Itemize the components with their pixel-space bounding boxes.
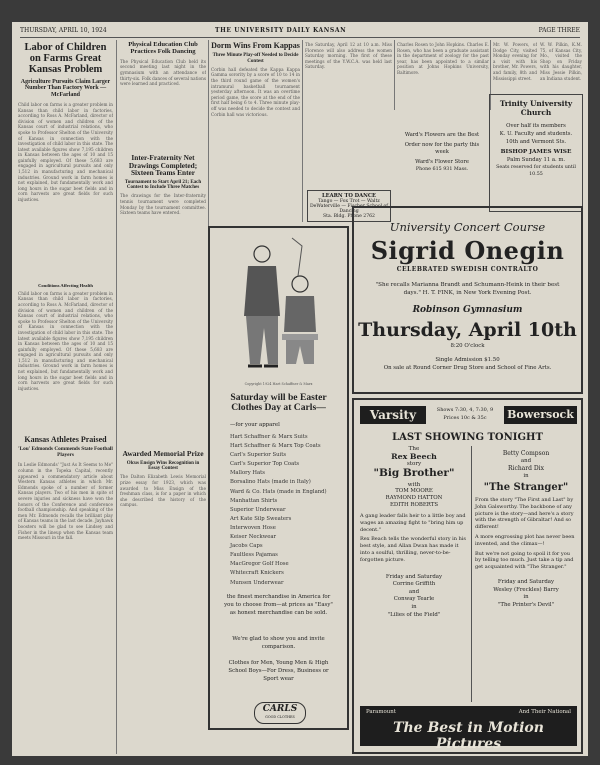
cast-member: Richard Dix xyxy=(508,465,544,472)
article-powers xyxy=(493,42,537,86)
coming-label: Friday and Saturday xyxy=(385,573,443,580)
church-line: K. U. Faculty and students. xyxy=(499,131,573,137)
list-item: Ward & Co. Hats (made in England) xyxy=(230,488,327,495)
article-body: Mr. W. Powers, of Dodge City, visited Monday evening for a visit with his brother, Mr. Powers, and family, 8th and Mississippi street. xyxy=(493,42,537,81)
subheadline: 'Lou' Edmonds Commends State Football Players xyxy=(18,446,113,458)
church-ad xyxy=(489,94,583,212)
carls-logo-text: CARLS xyxy=(262,704,298,714)
headline: Labor of Children on Farms Great Kansas Problem xyxy=(24,42,107,76)
listing-divider xyxy=(471,446,472,702)
article-ywca xyxy=(305,42,392,165)
list-item: Borsalino Hats (made in Italy) xyxy=(230,479,311,486)
concert-artist: Sigrid Onegin xyxy=(370,236,565,265)
subheadline: Three Minute Play-off Needed to Decide Contest xyxy=(212,53,299,64)
listing-story: story xyxy=(406,461,422,467)
listing-title: "Big Brother" xyxy=(373,467,455,479)
list-item: Interwoven Hose xyxy=(230,524,276,531)
list-item: Manhattan Shirts xyxy=(230,497,278,504)
article-body: Child labor on farms is a greater problem in Kansas than child labor in factories, according to Ross A. McFarland, director of division of women and children of the Kansas court of industrial relations, who spoke to Professor Shelton of the University of Kansas in connection with the investigation of child labor in this state. The latest available figures show 7,195 children in Kansas between the ages of 10 and 15 gainfully employed. Of these 5,683 are engaged in agricultural pursuits and only 1,512 in manufacturing and mechanical industries. Ground work in farm homes is not explained, but fundamentally work and long hours in the sugar beet fields and in corn harvests are great fields for such injustices. xyxy=(18,101,113,203)
column-rule xyxy=(302,40,303,222)
list-item: Mallory Hats xyxy=(230,470,265,477)
coming-label: Friday and Saturday xyxy=(497,578,555,585)
list-item: Faultless Pajamas xyxy=(230,552,278,559)
dance-ad-title: LEARN TO DANCE xyxy=(321,193,377,199)
listing-title: "The Stranger" xyxy=(483,482,569,493)
coming-in: in xyxy=(411,603,417,610)
listing-with: with xyxy=(407,482,421,488)
coming-star: Corrine Griffith xyxy=(392,581,436,588)
masthead-title: THE UNIVERSITY DAILY KANSAN xyxy=(215,27,347,34)
article-tennis xyxy=(120,154,206,388)
article-dorm-wins xyxy=(211,42,300,207)
concert-ad xyxy=(352,206,583,394)
list-item: Whitecraft Knickers xyxy=(230,570,284,577)
ward-ad-line: Order now for the party this week xyxy=(404,142,480,155)
dance-ad-phone: Sta. Bldg. Phone 2762 xyxy=(323,214,375,219)
article-child-labor xyxy=(18,42,113,419)
list-item: Jacobs Caps xyxy=(230,543,263,550)
list-item: Hart Schaffner & Marx Suits xyxy=(230,434,308,440)
ward-flowers-ad xyxy=(398,132,486,173)
listing-and: and xyxy=(520,458,532,464)
ward-ad-line: Ward's Flowers are the Best xyxy=(404,132,480,138)
coming-star: Conway Tearle xyxy=(393,596,435,603)
masthead-date: THURSDAY, APRIL 10, 1924 xyxy=(20,27,107,34)
ward-ad-phone: Phone 615 931 Mass. xyxy=(415,167,469,172)
church-address: 10th and Vermont Sts. xyxy=(505,139,567,145)
headline: Physical Education Club Practices Folk Dancing xyxy=(128,41,198,55)
banner-slogan: The Best in Motion Pictures xyxy=(393,720,544,752)
carls-clothes: Clothes for Men, Young Men & High School Boys—For Dress, Business or Sport wear xyxy=(228,660,329,682)
article-body: The Dalton Elizabeth Lewis Memorial prize essay for 1923, which was awarded to Miss Ensign of the freshman class, is for a paper in which she described the history of the campus. xyxy=(120,474,206,508)
list-item: Munsen Underwear xyxy=(230,579,284,586)
varsity-prices: Prices 10c & 35c xyxy=(443,415,487,421)
carls-headline: Saturday will be Easter Clothes Day at Carls— xyxy=(230,392,327,414)
article-body: W. W. Pilkin, K.M. 75, of Kansas City, Mo., visited the Shop on Friday with his daughter, Miss Jessie Pilkin, an Indiana student. xyxy=(540,42,582,81)
listing-the: The xyxy=(408,446,420,452)
headline: Kansas Athletes Praised xyxy=(24,435,107,444)
article-body: The Saturday, April 12 at 10 a.m. Miss Florence will also address the women Saturday morning. The first of these meetings of the Y.W.C.A. was held last Saturday. xyxy=(305,42,392,70)
listing-blurb: But we're not going to spoil it for you by telling too much. Just take a tip and get acquainted with "The Stranger." xyxy=(475,550,574,571)
article-folk-dancing xyxy=(120,42,206,147)
article-body: The Physical Education Club held its second meeting last night in the gymnasium with an attendance of thirty-six. Folk dances of several nations were learned and practiced. xyxy=(120,58,206,87)
article-athletes xyxy=(18,436,113,738)
church-note: Seats reserved for students until 10.55 xyxy=(496,165,576,177)
article-body: Child labor on farms is a greater problem in Kansas than child labor in factories, according to Ross A. McFarland, director of division of women and children of the Kansas court of industrial relations, who spoke to Professor Shelton of the University of Kansas in connection with the investigation of child labor in this state. The latest available figures show 7,195 children in Kansas between the ages of 10 and 15 gainfully employed. Of these 5,683 are engaged in agricultural pursuits and only 1,512 in manufacturing and mechanical industries. Ground work in farm homes is not explained, but fundamentally work and long hours in the sugar beet fields and in corn harvests are great fields for such injustices. xyxy=(18,290,113,391)
article-rosen xyxy=(397,42,489,86)
article-body: Corbin hall defeated the Kappa Kappa Gamma sorority by a score of 10 to 14 in the third round game of the women's intramural basketball tournament yesterday afternoon. It was an overtime period game, the score at the end of the first half being 6 to 4. Three minute play-off was needed to decide the contest and Corbin hall was victorious. xyxy=(211,66,300,117)
list-item: MacGregor Golf Hose xyxy=(230,561,289,568)
list-item: Keiser Neckwear xyxy=(230,534,277,541)
coming-title: "Lilies of the Field" xyxy=(387,611,441,618)
newspaper-page xyxy=(12,22,588,756)
stranger-listing xyxy=(475,446,577,609)
carls-clothing-ad xyxy=(208,226,349,730)
list-item: Carl's Superior Top Coats xyxy=(230,461,300,468)
cast-member: RAYMOND HATTON xyxy=(385,495,443,501)
column-rule xyxy=(116,40,117,754)
list-item: Superior Underwear xyxy=(230,506,286,513)
concert-price: Single Admission $1.50 xyxy=(435,357,500,363)
concert-date: Thursday, April 10th xyxy=(358,319,577,341)
article-memorial-prize xyxy=(120,450,206,744)
cast-member: TOM MOORE xyxy=(395,488,433,494)
listing-blurb: Rex Beach tells the wonderful story in his best style, and Allan Dwan has made it into a soulful, thrilling, never-to-be-forgotten picture. xyxy=(360,536,466,563)
ward-ad-store: Ward's Flower Store xyxy=(415,159,469,165)
carls-subhead: —for your apparel xyxy=(230,422,280,428)
article-body: In Leslie Edmonds' "Just As It Seems to Me" column in the Topeka Capital, recently appeared a commendatory article about Western Kansas athletes in which Mr. Edmonds spoke of a number of former Kansas players. Two of his men in spite of severe injuries and sickness have won the honors of the Conference and conference football championship. And speaking of the men Mr. Edmonds recalls the brilliant play of Kansas teams in the last decade. Jayhawk boosters will be glad to see Lindsey and Fisher in the lineup when the Kansas team meets Missouri in the fall. xyxy=(18,462,113,541)
list-item: Carl's Superior Suits xyxy=(230,452,287,459)
church-service: Palm Sunday 11 a. m. xyxy=(506,157,566,163)
carls-note: the finest merchandise in America for you to choose from—at prices as "Easy" as honest merchandise can be sold. xyxy=(224,594,333,616)
cast-member: Betty Compson xyxy=(502,450,550,457)
article-body: Charles Rosen to John Hopkins. Charles E. Rosen, who has been a graduate assistant in the department of zoology for the past year, has been appointed to a similar position at Johns Hopkins University, Baltimore. xyxy=(397,42,489,75)
banner-left: Paramount xyxy=(366,709,396,715)
listing-author: Rex Beech xyxy=(391,452,437,461)
subheading: Conditions Affecting Health xyxy=(38,282,93,288)
dance-ad-line: Tango — Fox Trot — Waltz xyxy=(318,199,380,204)
concert-venue: Robinson Gymnasium xyxy=(412,305,523,315)
concert-subtitle: CELEBRATED SWEDISH CONTRALTO xyxy=(396,266,539,273)
listing-blurb: From the story "The First and Last" by John Galsworthy. The backbone of any picture is the story—and here's a story with the strength of Gibraltar! And so different! xyxy=(475,497,574,531)
article-body: The drawings for the Inter-fraternity tennis tournament were completed Monday by the tournament committee. Sixteen teams have entered. xyxy=(120,193,206,216)
masthead-page: PAGE THREE xyxy=(538,27,580,34)
subheadline: Agriculture Pursuits Claim Larger Number Than Factory Work —McFarland xyxy=(20,79,111,98)
headline: Inter-Fraternity Net Drawings Completed; Sixteen Teams Enter xyxy=(128,153,198,178)
subheadline: Tournament to Start April 21; Each Contest to Include Three Matches xyxy=(124,179,202,191)
listing-in: in xyxy=(523,473,529,479)
carls-logo xyxy=(254,702,306,724)
cast-member: EDITH ROBERTS xyxy=(389,502,439,508)
column-rule xyxy=(394,40,395,110)
coming-title: "The Printer's Devil" xyxy=(497,601,555,608)
church-name: Trinity University Church xyxy=(499,99,573,117)
carls-logo-tag: GOOD CLOTHES xyxy=(265,715,295,719)
headline: Awarded Memorial Prize xyxy=(122,449,204,458)
concert-quote: "She recalls Marianna Brandt and Schumann-Heink in their best days." H. T. FINK, in New York Evening Post. xyxy=(375,282,560,296)
varsity-theater-ad xyxy=(352,398,583,754)
list-item: Hart Schaffner & Marx Top Coats xyxy=(230,443,321,450)
coming-in: in xyxy=(523,594,529,601)
dance-ad-line: DeWaterville — Fischer School of Dancing xyxy=(310,204,388,214)
banner-right: And Their National xyxy=(518,709,571,715)
list-item: Art Kate Silp Sweaters xyxy=(230,515,292,522)
illustration-caption: Copyright 1924 Hart Schaffner & Marx xyxy=(244,382,313,386)
masthead xyxy=(20,26,580,38)
varsity-logo: Varsity xyxy=(360,406,426,424)
article-pilkin xyxy=(540,42,582,86)
carls-item-list xyxy=(230,433,345,588)
headline: Dorm Wins From Kappas xyxy=(211,41,300,50)
listing-blurb: A gang leader falls heir to a little boy and wages an amazing fight to "bring him up decent." xyxy=(360,513,466,533)
concert-series: University Concert Course xyxy=(389,220,546,234)
carls-invite: We're glad to show you and invite comparison. xyxy=(232,636,325,650)
coming-star: Wesley (Freckles) Barry xyxy=(493,586,559,593)
listing-blurb: A more engrossing plot has never been invented, and the climax—! xyxy=(475,533,575,547)
last-showing: LAST SHOWING TONIGHT xyxy=(392,432,543,443)
church-line: Over half its members xyxy=(506,123,566,129)
paramount-banner xyxy=(360,706,577,752)
coming-and: and xyxy=(408,588,420,595)
concert-sale: On sale at Round Corner Drug Store and School of Fine Arts. xyxy=(383,365,552,371)
varsity-shows: Shows 7:30, 4, 7:30, 9 xyxy=(436,407,494,413)
church-bishop: BISHOP JAMES WISE xyxy=(500,149,572,155)
big-brother-listing xyxy=(360,446,468,619)
two-men-illustration xyxy=(232,236,328,382)
bowersock-logo: Bowersock xyxy=(504,406,577,424)
subheadline: Olcus Ensign Wins Recognition in Essay Contest xyxy=(126,460,200,472)
concert-time: 8:20 O'clock xyxy=(450,343,485,349)
